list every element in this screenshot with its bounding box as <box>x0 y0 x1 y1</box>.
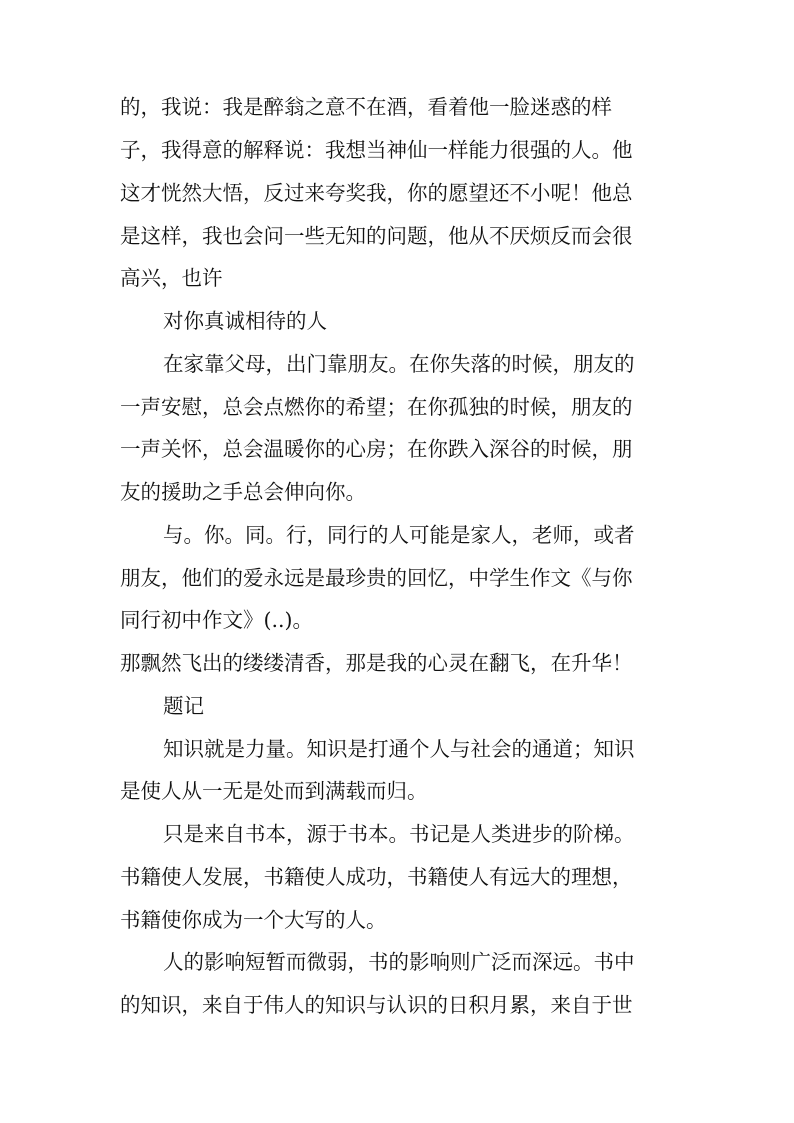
text-line: 那飘然飞出的缕缕清香，那是我的心灵在翻飞，在升华！ <box>120 651 633 675</box>
text-line: 书籍使你成为一个大写的人。 <box>120 908 387 932</box>
text-line: 人的影响短暂而微弱，书的影响则广泛而深远。书中 <box>163 950 635 974</box>
text-line: 知识就是力量。知识是打通个人与社会的通道；知识 <box>163 737 635 761</box>
text-line: 一声关怀，总会温暖你的心房；在你跌入深谷的时候，朋 <box>120 437 633 461</box>
text-line: 的知识，来自于伟人的知识与认识的日积月累，来自于世 <box>120 993 633 1017</box>
text-line: 书籍使人发展，书籍使人成功，书籍使人有远大的理想， <box>120 865 633 889</box>
text-line: 在家靠父母，出门靠朋友。在你失落的时候，朋友的 <box>163 352 635 376</box>
text-line: 一声安慰，总会点燃你的希望；在你孤独的时候，朋友的 <box>120 395 633 419</box>
text-line: 的，我说：我是醉翁之意不在酒，看着他一脸迷惑的样 <box>120 95 612 119</box>
text-line: 这才恍然大悟，反过来夸奖我，你的愿望还不小呢！他总 <box>120 181 633 205</box>
text-line: 是这样，我也会问一些无知的问题，他从不厌烦反而会很 <box>120 224 633 248</box>
section-heading: 题记 <box>163 694 204 718</box>
section-heading: 对你真诚相待的人 <box>163 309 327 333</box>
text-line: 只是来自书本，源于书本。书记是人类进步的阶梯。 <box>163 822 635 846</box>
text-line: 与。你。同。行，同行的人可能是家人，老师，或者 <box>163 523 635 547</box>
text-line: 友的援助之手总会伸向你。 <box>120 480 366 504</box>
text-line: 同行初中作文》(..)。 <box>120 608 314 632</box>
text-line: 高兴，也许 <box>120 266 223 290</box>
text-line: 是使人从一无是处而到满载而归。 <box>120 779 428 803</box>
text-line: 朋友，他们的爱永远是最珍贵的回忆，中学生作文《与你 <box>120 566 633 590</box>
text-line: 子，我得意的解释说：我想当神仙一样能力很强的人。他 <box>120 138 633 162</box>
